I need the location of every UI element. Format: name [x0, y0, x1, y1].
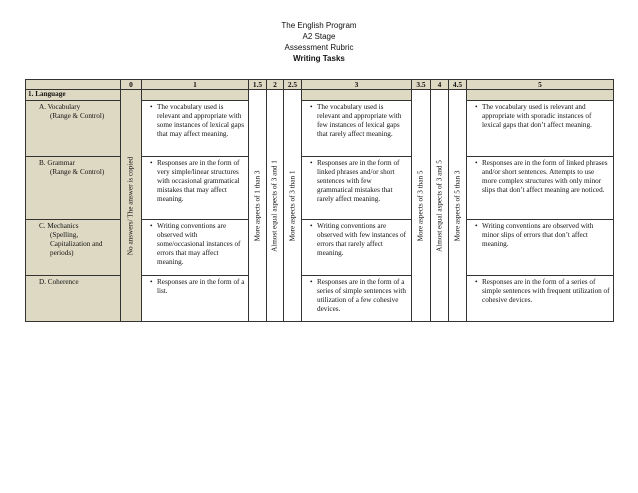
- score-5: 5: [467, 80, 614, 90]
- section-fill: [302, 90, 412, 101]
- bullet-icon: •: [475, 103, 478, 111]
- bullet-icon: •: [310, 222, 313, 230]
- vertical-label-1-5: More aspects of 1 than 3: [253, 170, 261, 241]
- criterion-title: D. Coherence: [39, 278, 79, 286]
- score-2: 2: [267, 80, 284, 90]
- vertical-label-0: No answers/ The answer is copied: [126, 156, 135, 255]
- vertical-label-4: Almost equal aspects of 3 and 5: [435, 159, 443, 252]
- descriptor-text: Responses are in the form of a list.: [157, 278, 245, 295]
- descriptor-3: [302, 101, 412, 157]
- bullet-icon: •: [150, 159, 153, 167]
- descriptor-3: [302, 157, 412, 220]
- score-1-5: 1.5: [249, 80, 267, 90]
- descriptor-5: [467, 157, 614, 220]
- program-title: The English Program: [281, 21, 357, 30]
- vertical-label-2: Almost equal aspects of 3 and 1: [270, 159, 279, 252]
- descriptor-5: [467, 276, 614, 322]
- stage-title: A2 Stage: [302, 32, 336, 41]
- score-4: 4: [431, 80, 449, 90]
- section-row-language: [26, 90, 614, 101]
- task-title: Writing Tasks: [293, 54, 345, 63]
- criterion-mechanics: [26, 220, 121, 276]
- score-4-5: 4.5: [449, 80, 467, 90]
- vertical-label-2-5: More aspects of 3 than 1: [288, 170, 296, 241]
- descriptor-1: [142, 157, 249, 220]
- criterion-vocabulary: [26, 101, 121, 157]
- descriptor-1: [142, 101, 249, 157]
- score-0: 0: [121, 80, 142, 90]
- descriptor-3: [302, 276, 412, 322]
- bullet-icon: •: [150, 103, 153, 111]
- descriptor-1: [142, 220, 249, 276]
- criterion-title: B. Grammar: [39, 159, 75, 167]
- section-label: 1. Language: [26, 90, 121, 101]
- score-3-5: 3.5: [412, 80, 431, 90]
- header-blank-cell: [26, 80, 121, 90]
- rubric-title: Assessment Rubric: [284, 43, 354, 52]
- criterion-subtitle: (Range & Control): [50, 168, 105, 176]
- bullet-icon: •: [310, 159, 313, 167]
- descriptor-text: Writing conventions are observed with minor slips of errors that don’t affect meaning.: [482, 222, 594, 248]
- criterion-subtitle: (Spelling, Capitalization and periods): [50, 231, 103, 257]
- vertical-label-4-5: More aspects of 5 than 3: [453, 170, 461, 241]
- descriptor-text: The vocabulary used is relevant and appropriate with few instances of lexical gaps that rarely affect meaning.: [317, 103, 402, 138]
- criterion-title: C. Mechanics: [39, 222, 79, 230]
- score-1: 1: [142, 80, 249, 90]
- col-2-5-vertical: [284, 90, 302, 322]
- bullet-icon: •: [150, 278, 153, 286]
- table-row: [26, 220, 614, 276]
- criterion-subtitle: (Range & Control): [50, 112, 105, 120]
- table-row: [26, 157, 614, 220]
- descriptor-text: The vocabulary used is relevant and appropriate with sporadic instances of lexical gaps that don’t affect meaning.: [482, 103, 592, 129]
- col-2-vertical: [267, 90, 284, 322]
- document-header: [0, 20, 638, 64]
- col-1-5-vertical: [249, 90, 267, 322]
- descriptor-text: Writing conventions are observed with few instances of errors that rarely affect meaning.: [317, 222, 407, 257]
- section-fill: [142, 90, 249, 101]
- descriptor-5: [467, 101, 614, 157]
- descriptor-5: [467, 220, 614, 276]
- score-2-5: 2.5: [284, 80, 302, 90]
- criterion-title: A. Vocabulary: [39, 103, 81, 111]
- descriptor-text: Responses are in the form of linked phrases and/or short sentences. Attempts to use more complex structures with only minor slips that don’t affect meaning are noticed.: [482, 159, 608, 194]
- rubric-table: [25, 79, 614, 322]
- score-3: 3: [302, 80, 412, 90]
- col-4-vertical: [431, 90, 449, 322]
- bullet-icon: •: [475, 222, 478, 230]
- table-row: [26, 101, 614, 157]
- bullet-icon: •: [475, 278, 478, 286]
- descriptor-text: Responses are in the form of linked phrases and/or short sentences with few grammatical mistakes that rarely affect meaning.: [317, 159, 400, 203]
- descriptor-3: [302, 220, 412, 276]
- table-row: [26, 276, 614, 322]
- descriptor-text: The vocabulary used is relevant and appropriate with some instances of lexical gaps that may affect meaning.: [157, 103, 245, 138]
- criterion-coherence: [26, 276, 121, 322]
- bullet-icon: •: [310, 278, 313, 286]
- bullet-icon: •: [150, 222, 153, 230]
- descriptor-text: Responses are in the form of very simple/linear structures with occasional grammatical mistakes that may affect meaning.: [157, 159, 240, 203]
- descriptor-1: [142, 276, 249, 322]
- col-0-vertical: [121, 90, 142, 322]
- bullet-icon: •: [475, 159, 478, 167]
- descriptor-text: Responses are in the form of a series of simple sentences with frequent utilization of cohesive devices.: [482, 278, 610, 304]
- col-4-5-vertical: [449, 90, 467, 322]
- section-fill: [467, 90, 614, 101]
- bullet-icon: •: [310, 103, 313, 111]
- vertical-label-3-5: More aspects of 3 than 5: [416, 170, 425, 241]
- descriptor-text: Writing conventions are observed with some/occasional instances of errors that may affect meaning.: [157, 222, 241, 266]
- col-3-5-vertical: [412, 90, 431, 322]
- descriptor-text: Responses are in the form of a series of simple sentences with utilization of a few cohesive devices.: [317, 278, 407, 313]
- score-header-row: [26, 80, 614, 90]
- criterion-grammar: [26, 157, 121, 220]
